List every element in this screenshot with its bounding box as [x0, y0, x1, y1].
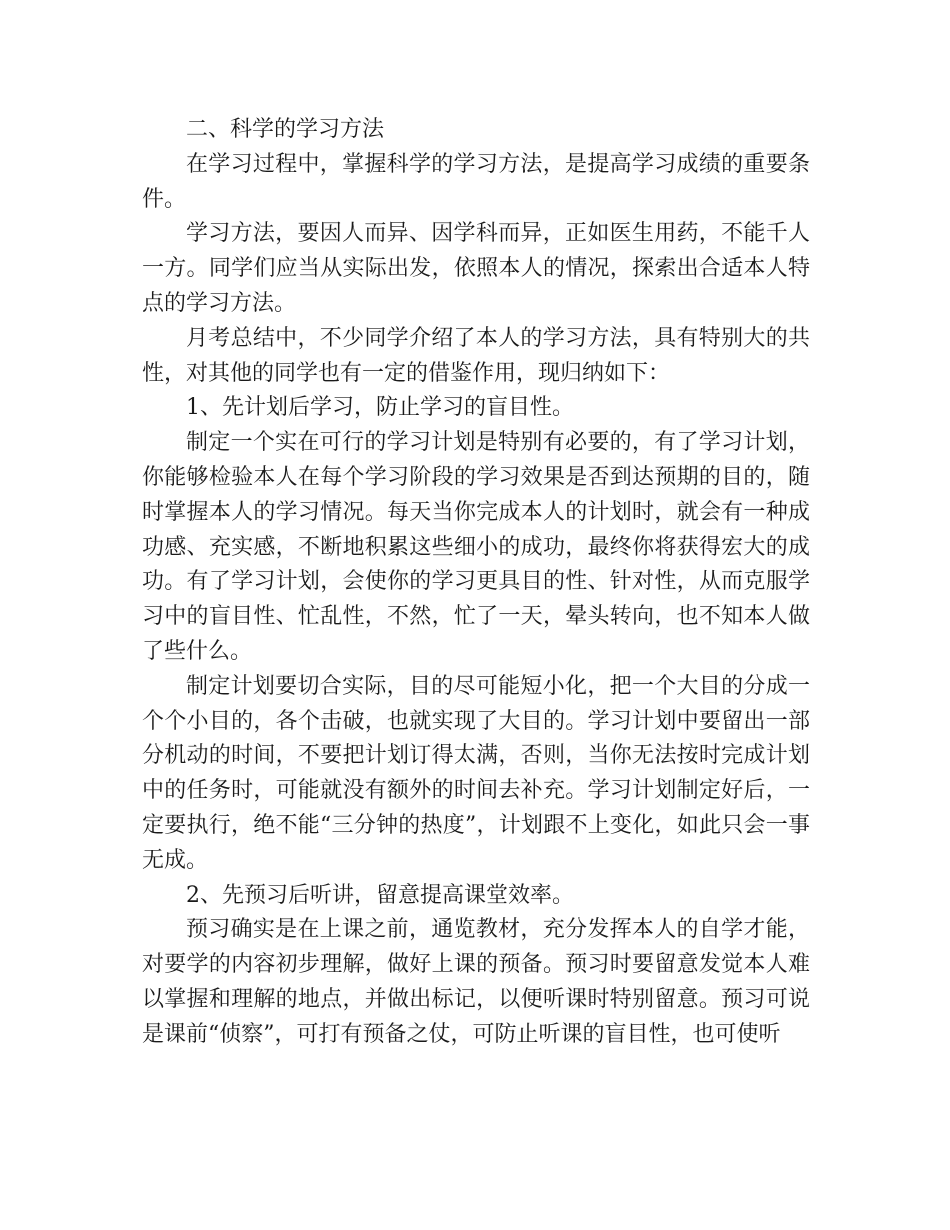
section-heading: 二、科学的学习方法	[186, 117, 385, 142]
paragraph: 学习方法，要因人而异、因学科而异，正如医生用药，不能千人一方。同学们应当从实际出发，依照本人的情况，探索出合适本人特点的学习方法。	[142, 221, 810, 316]
document-body	[142, 113, 810, 1053]
subheading: 2、先预习后听讲，留意提高课堂效率。	[186, 882, 574, 908]
paragraph: 预习确实是在上课之前，通览教材，充分发挥本人的自学才能，对要学的内容初步理解，做好上课的预备。预习时要留意发觉本人难以掌握和理解的地点，并做出标记，以便听课时特别留意。预习可说是课前“侦察”，可打有预备之仗，可防止听课的盲目性，也可使听	[142, 917, 810, 1047]
paragraph: 月考总结中，不少同学介绍了本人的学习方法，具有特别大的共性，对其他的同学也有一定的借鉴作用，现归纳如下：	[142, 325, 810, 386]
subheading: 1、先计划后学习，防止学习的盲目性。	[186, 395, 574, 421]
paragraph: 制定计划要切合实际，目的尽可能短小化，把一个大目的分成一个个小目的，各个击破，也就实现了大目的。学习计划中要留出一部分机动的时间，不要把计划订得太满，否则，当你无法按时完成计划中的任务时，可能就没有额外的时间去补充。学习计划制定好后，一定要执行，绝不能“三分钟的热度”，计划跟不上变化，如此只会一事无成。	[142, 673, 810, 873]
paragraph: 制定一个实在可行的学习计划是特别有必要的，有了学习计划，你能够检验本人在每个学习阶段的学习效果是否到达预期的目的，随时掌握本人的学习情况。每天当你完成本人的计划时，就会有一种成功感、充实感，不断地积累这些细小的成功，最终你将获得宏大的成功。有了学习计划，会使你的学习更具目的性、针对性，从而克服学习中的盲目性、忙乱性，不然，忙了一天，晕头转向，也不知本人做了些什么。	[142, 430, 810, 664]
paragraph: 在学习过程中，掌握科学的学习方法，是提高学习成绩的重要条件。	[142, 151, 810, 212]
